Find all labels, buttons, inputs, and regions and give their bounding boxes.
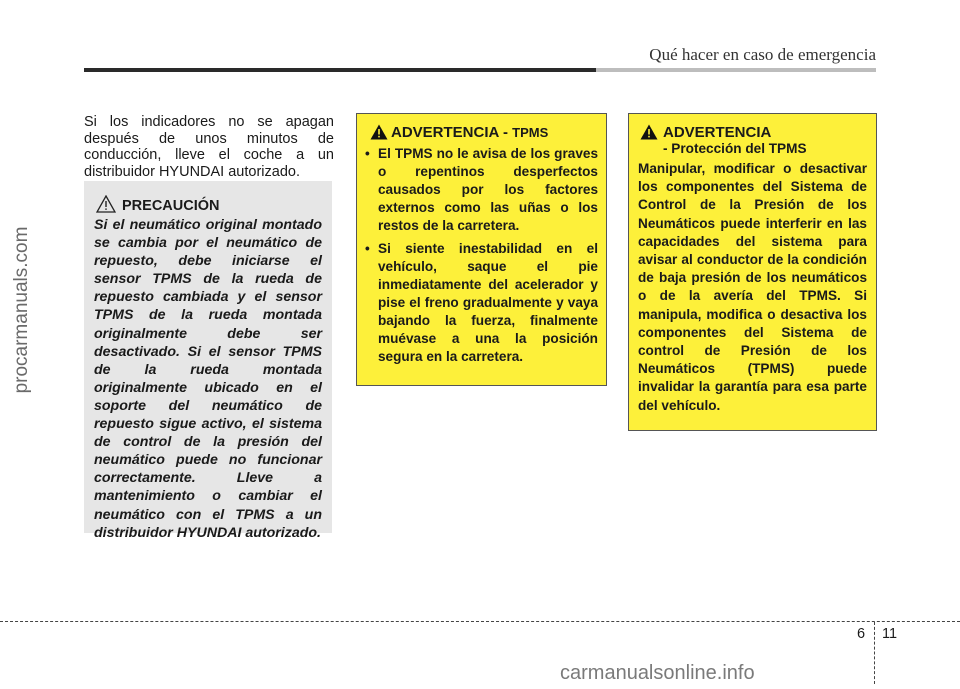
bullet-icon: • — [365, 241, 370, 256]
intro-paragraph: Si los indicadores no se apagan después de unos minutos de conducción, lleve el coche a un distribuidor HYUNDAI autorizado. — [84, 114, 334, 180]
warning-triangle-icon — [640, 124, 658, 140]
warning-tpms-list — [365, 145, 598, 366]
precaution-title: PRECAUCIÓN — [122, 198, 220, 214]
list-item-text: Si siente inestabilidad en el vehículo, saque el pie inmediatamente del acelerador y pise el freno gradualmente y vaya bajando la fuerza, finalmente muévase a una la posición segura en la carretera. — [378, 241, 598, 364]
header-rule — [84, 68, 876, 72]
warning-protection-title: ADVERTENCIA — [663, 124, 772, 141]
page-number: 11 — [882, 626, 898, 642]
list-item — [365, 145, 598, 235]
precaution-box — [84, 181, 332, 541]
bullet-icon: • — [365, 146, 370, 161]
chapter-number: 6 — [857, 626, 866, 642]
side-watermark-text: procarmanuals.com — [11, 226, 32, 394]
bottom-watermark: carmanualsonline.info — [560, 662, 755, 684]
list-item — [365, 240, 598, 366]
warning-protection-subtitle: - Protección del TPMS — [663, 141, 807, 156]
warning-box-tpms-protection — [628, 113, 877, 431]
warning-tpms-heading — [391, 124, 598, 141]
page-number-divider — [874, 622, 876, 684]
warning-protection-body: Manipular, modificar o desactivar los componentes del Sistema de Control de la Presión de los Neumáticos puede interferir en las capacidades del sistema para avisar al conductor de la condición de baja presión de los neumáticos o de la avería del TPMS. Si manipula, modifica o desactiva los componentes del Sistema de control de Presión de los Neumáticos (TPMS) puede invalidar la garantía para esa parte del vehículo. — [638, 161, 867, 413]
warning-triangle-icon — [370, 124, 388, 140]
warning-tpms-subtitle: TPMS — [512, 125, 549, 140]
precaution-body: Si el neumático original montado se cambia por el neumático de repuesto, debe iniciarse el sensor TPMS de la rueda de repuesto cambiada y el sensor TPMS de la rueda montada originalmente debe ser desactivado. Si el sensor TPMS de la rueda montada originalmente ubicado en el soporte del neumático de repuesto sigue activo, el sistema de control de la presión del neumático puede no funcionar correctamente. Lleve a mantenimiento o cambiar el neumático con el TPMS a un distribuidor HYUNDAI autorizado. — [94, 217, 322, 541]
footer-rule — [0, 621, 960, 622]
list-item-text: El TPMS no le avisa de los graves o repentinos desperfectos causados por los factores externos como las uñas o los restos de la carretera. — [378, 146, 598, 233]
page-section-title: Qué hacer en caso de emergencia — [649, 45, 876, 64]
side-watermark — [2, 100, 42, 520]
caution-triangle-icon — [96, 195, 116, 213]
warning-box-tpms — [356, 113, 607, 386]
warning-tpms-title: ADVERTENCIA - — [391, 124, 513, 141]
